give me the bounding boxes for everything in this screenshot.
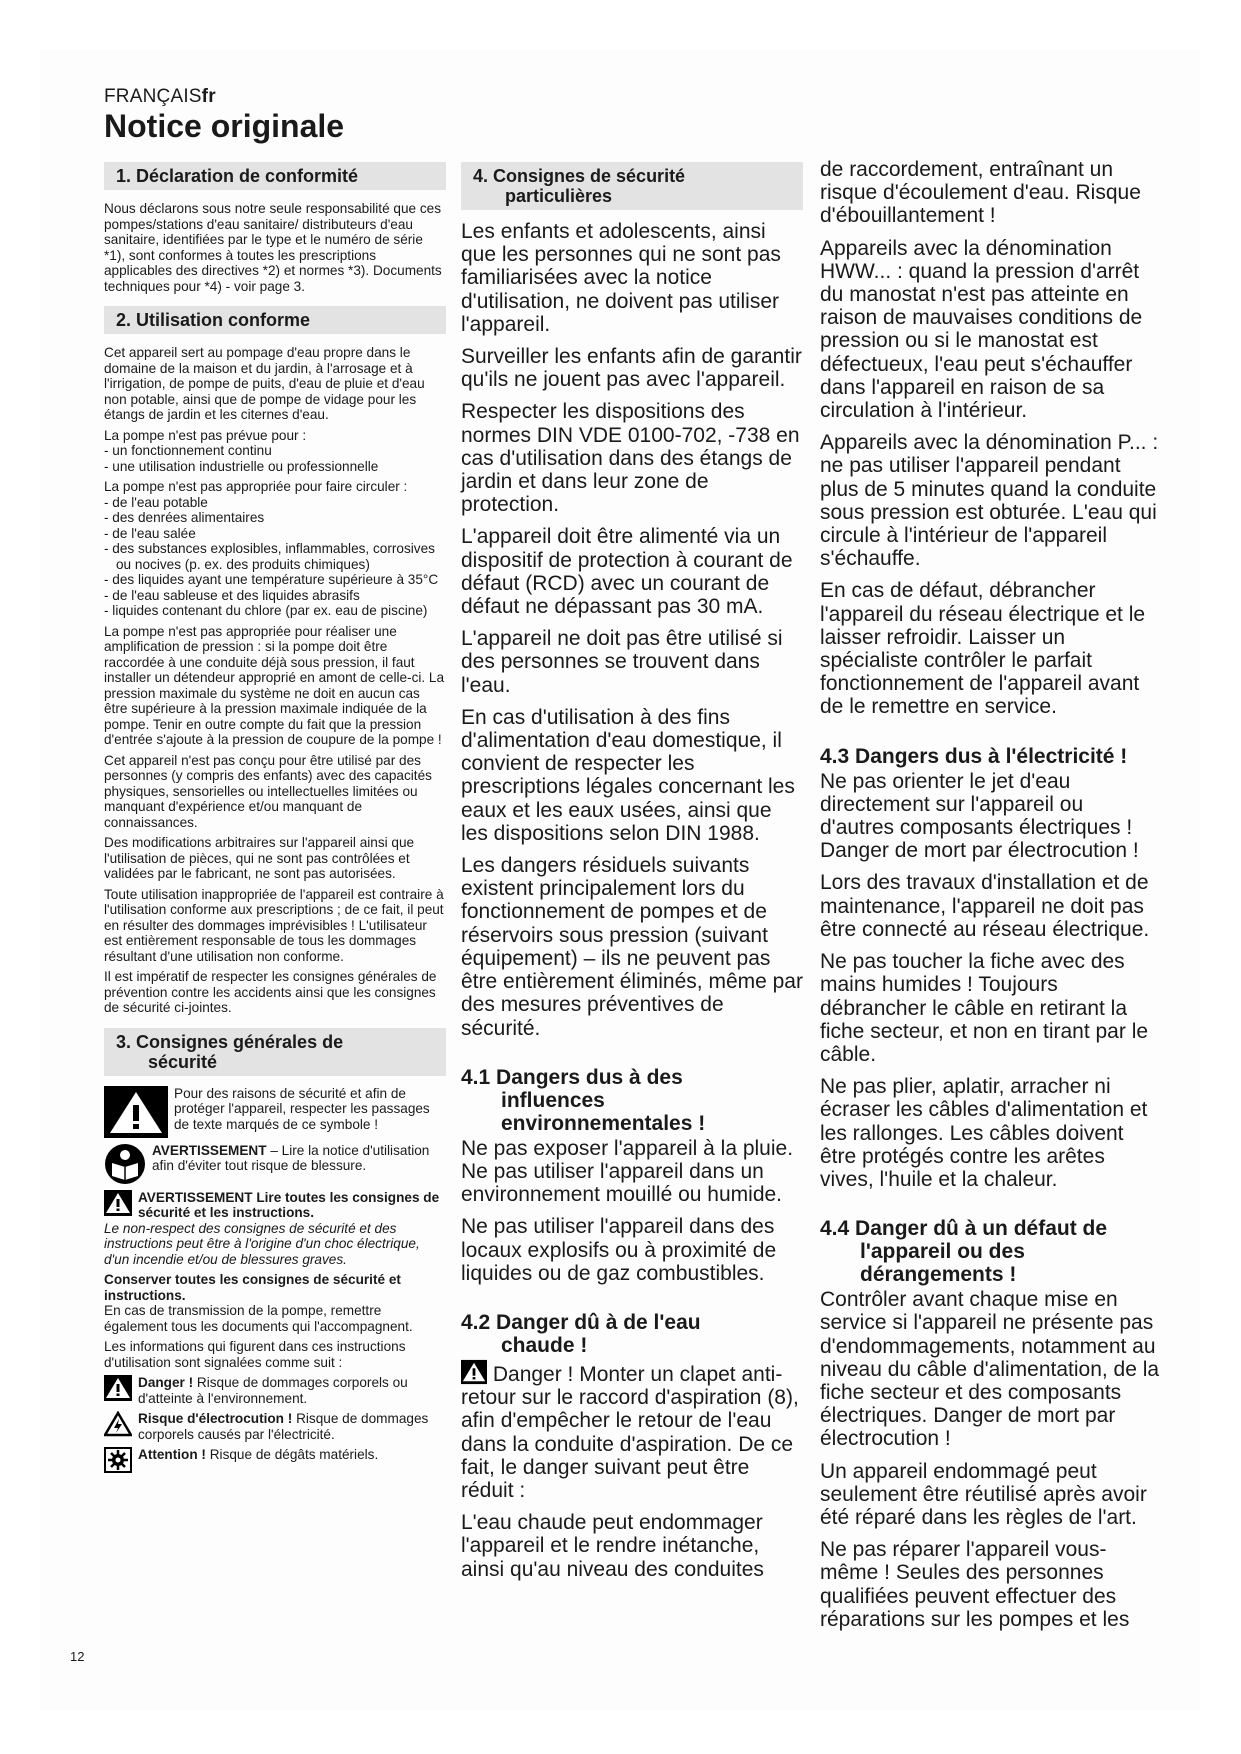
attention-gear-icon bbox=[104, 1447, 132, 1473]
danger-triangle-icon bbox=[104, 1375, 132, 1401]
section-2-paragraph: Cet appareil sert au pompage d'eau propre dans le domaine de la maison et du jardin, à l'arrosage et à l'irrigation, de pompe de puits, d'eau de pluie et d'eau non potable, ainsi que de pompe de vidage pour les étangs de jardin et les citernes d'eau. bbox=[104, 345, 425, 422]
safety-paragraph: Lors des travaux d'installation et de maintenance, l'appareil ne doit pas être connecté au réseau électrique. bbox=[820, 871, 1150, 941]
section-2-heading: 2. Utilisation conforme bbox=[104, 306, 446, 334]
keep-instructions: Conserver toutes les consignes de sécurité et instructions. En cas de transmission de la pompe, remettre également tous les documents qui l'accompagnent. bbox=[104, 1272, 413, 1334]
safety-paragraph: Ne pas orienter le jet d'eau directement sur l'appareil ou d'autres composants électriques ! Danger de mort par électrocution ! bbox=[820, 769, 1139, 863]
read-manual-note: AVERTISSEMENT – Lire la notice d'utilisation afin d'éviter tout risque de blessure. bbox=[104, 1143, 446, 1185]
section-2-not-intended bbox=[104, 428, 446, 475]
section-1-heading: 1. Déclaration de conformité bbox=[104, 162, 446, 190]
electrocution-legend: Risque d'électrocution ! Risque de dommages corporels causés par l'électricité. bbox=[104, 1411, 446, 1442]
list-item: - liquides contenant du chlore (par ex. eau de piscine) bbox=[104, 603, 428, 618]
safety-paragraph: Respecter les dispositions des normes DIN VDE 0100-702, -738 en cas d'utilisation dans des étangs de jardin et dans leur zone de protection. bbox=[461, 400, 800, 517]
list-item: - de l'eau sableuse et des liquides abrasifs bbox=[104, 587, 360, 603]
section-2-paragraph: Cet appareil n'est pas conçu pour être utilisé par des personnes (y compris des enfants) avec des capacités physiques, sensorielles ou intellectuelles limitées ou manquant d'expérience et/ou manquant de connaissances. bbox=[104, 752, 432, 830]
safety-paragraph: Un appareil endommagé peut seulement être réutilisé après avoir été réparé dans les règles de l'art. bbox=[820, 1459, 1147, 1529]
page-number: 12 bbox=[70, 1649, 85, 1664]
danger-legend: Danger ! Risque de dommages corporels ou d'atteinte à l'environnement. bbox=[104, 1375, 446, 1406]
list-item: - des liquides ayant une température supérieure à 35°C bbox=[104, 572, 439, 587]
section-2-paragraph: Il est impératif de respecter les consignes générales de prévention contre les accidents ainsi que les consignes de sécurité ci-jointes. bbox=[104, 969, 437, 1015]
section-4-heading: 4. Consignes de sécurité particulières bbox=[461, 162, 803, 210]
language-code: fr bbox=[201, 86, 216, 107]
safety-paragraph: En cas d'utilisation à des fins d'alimentation d'eau domestique, il convient de respecter les prescriptions légales concernant les eaux et les eaux usées, ainsi que les dispositions selon DIN 1988. bbox=[461, 705, 795, 845]
safety-paragraph: Contrôler avant chaque mise en service si l'appareil ne présente pas d'endommagements, notamment au niveau du câble d'alimentation, de la fiche secteur et des composants électriques. Danger de mort par électrocution ! bbox=[820, 1288, 1160, 1451]
safety-paragraph: L'appareil ne doit pas être utilisé si des personnes se trouvent dans l'eau. bbox=[461, 627, 783, 697]
safety-paragraph: Les enfants et adolescents, ainsi que les personnes qui ne sont pas familiarisées avec la notice d'utilisation, ne doivent pas utiliser l'appareil. bbox=[461, 220, 781, 336]
section-2-paragraph: Des modifications arbitraires sur l'appareil ainsi que l'utilisation de pièces, qui ne sont pas contrôlées et validées par le fabricant, ne sont pas autorisées. bbox=[104, 835, 415, 881]
safety-paragraph: Ne pas plier, aplatir, arracher ni écraser les câbles d'alimentation et les rallonges. Les câbles doivent être protégés contre les arêtes vives, l'huile et la chaleur. bbox=[820, 1075, 1148, 1191]
list-item: - de l'eau salée bbox=[104, 525, 196, 541]
heading-4-3: 4.3 Dangers dus à l'électricité ! bbox=[820, 744, 1128, 768]
heading-4-4: 4.4 Danger dû à un défaut de l'appareil ou des dérangements ! bbox=[820, 1217, 1108, 1287]
attention-legend: Attention ! Risque de dégâts matériels. bbox=[104, 1447, 446, 1473]
safety-paragraph: Ne pas exposer l'appareil à la pluie. Ne pas utiliser l'appareil dans un environnement mouillé ou humide. bbox=[461, 1136, 794, 1207]
warning-triangle-icon bbox=[104, 1190, 132, 1216]
section-1-text: Nous déclarons sous notre seule responsabilité que ces pompes/stations d'eau sanitaire/ distributeurs d'eau sanitaire, identifiées par le type et le numéro de série *1), sont conformes à toutes les prescriptions applicables des directives *2) et normes *3). Documents techniques pour *4) - voir page 3. bbox=[104, 201, 442, 294]
safety-paragraph: L'appareil doit être alimenté via un dispositif de protection à courant de défaut (RCD) avec un courant de défaut ne dépassant pas 30 mA. bbox=[461, 525, 793, 619]
list-intro: La pompe n'est pas prévue pour : bbox=[104, 427, 307, 443]
danger-triangle-icon bbox=[461, 1359, 487, 1385]
heading-4-1: 4.1 Dangers dus à des influences environnementales ! bbox=[461, 1065, 706, 1135]
safety-paragraph: Ne pas utiliser l'appareil dans des locaux explosifs ou à proximité de liquides ou de gaz combustibles. bbox=[461, 1215, 777, 1285]
warning-triangle-icon bbox=[104, 1086, 168, 1138]
section-3-heading: 3. Consignes générales de sécurité bbox=[104, 1028, 446, 1076]
symbol-info: Les informations qui figurent dans ces instructions d'utilisation sont signalées comme suit : bbox=[104, 1339, 406, 1370]
safety-paragraph: L'eau chaude peut endommager l'appareil et le rendre inétanche, ainsi qu'au niveau des conduites bbox=[461, 1511, 764, 1581]
section-2-not-suitable bbox=[104, 479, 446, 619]
safety-paragraph: Ne pas toucher la fiche avec des mains humides ! Toujours débrancher le câble en retirant la fiche secteur, et non en tirant par le câble. bbox=[820, 950, 1149, 1066]
column-3 bbox=[820, 158, 1162, 1640]
safety-paragraph: Les dangers résiduels suivants existent principalement lors du fonctionnement de pompes et de réservoirs sous pression (suivant équipement) – ils ne peuvent pas être entièrement éliminés, même par des mesures préventives de sécurité. bbox=[461, 854, 803, 1040]
danger-paragraph: Danger ! Monter un clapet anti-retour sur le raccord d'aspiration (8), afin d'empêcher le retour de l'eau dans la conduite d'aspiration. De ce fait, le danger suivant peut être réduit : bbox=[461, 1359, 803, 1502]
safety-paragraph: Ne pas réparer l'appareil vous-même ! Seules des personnes qualifiées peuvent effectuer des réparations sur les pompes et les bbox=[820, 1538, 1130, 1631]
list-item: - des denrées alimentaires bbox=[104, 510, 265, 525]
column-1 bbox=[104, 162, 446, 1478]
list-intro: La pompe n'est pas appropriée pour faire circuler : bbox=[104, 479, 408, 494]
language-label: FRANÇAISfr bbox=[104, 86, 216, 107]
read-manual-icon bbox=[104, 1143, 146, 1185]
list-item: - de l'eau potable bbox=[104, 494, 208, 510]
section-2-paragraph: La pompe n'est pas appropriée pour réaliser une amplification de pression : si la pompe doit être raccordée à une conduite déjà sous pression, il faut installer un détendeur approprié en amont de celle-ci. La pression maximale du système ne doit en aucun cas être supérieure à la pression maximale indiquée de la pompe. Tenir en outre compte du fait que la pression d'entrée s'ajoute à la pression de coupure de la pompe ! bbox=[104, 623, 445, 747]
warning-symbol-note: Pour des raisons de sécurité et afin de protéger l'appareil, respecter les passages de texte marqués de ce symbole ! bbox=[104, 1086, 446, 1138]
list-item: - un fonctionnement continu bbox=[104, 443, 272, 458]
list-item: - une utilisation industrielle ou professionnelle bbox=[104, 458, 379, 474]
safety-paragraph: Surveiller les enfants afin de garantir qu'ils ne jouent pas avec l'appareil. bbox=[461, 345, 802, 392]
safety-paragraph: Appareils avec la dénomination HWW... : quand la pression d'arrêt du manostat n'est pas atteinte en raison de mauvaises conditions de pression ou si le manostat est défectueux, l'eau peut s'échauffer dans l'appareil en raison de sa circulation à l'intérieur. bbox=[820, 236, 1143, 423]
general-warning-block: AVERTISSEMENT Lire toutes les consignes de sécurité et les instructions. Le non-respect des consignes de sécurité et des instructions peut être à l'origine d'un choc électrique, d'un incendie et/ou de blessures graves. bbox=[104, 1189, 440, 1267]
column-2 bbox=[461, 162, 803, 1590]
page-title: Notice originale bbox=[104, 108, 345, 144]
safety-paragraph: En cas de défaut, débrancher l'appareil du réseau électrique et le laisser refroidir. Laisser un spécialiste contrôler le parfait fonctionnement de l'appareil avant de le remettre en service. bbox=[820, 579, 1146, 719]
heading-4-2: 4.2 Danger dû à de l'eau chaude ! bbox=[461, 1310, 701, 1357]
safety-paragraph: de raccordement, entraînant un risque d'écoulement d'eau. Risque d'ébouillantement ! bbox=[820, 158, 1141, 228]
list-item: - des substances explosibles, inflammables, corrosives ou nocives (p. ex. des produits chimiques) bbox=[104, 541, 435, 572]
section-2-paragraph: Toute utilisation inappropriée de l'appareil est contraire à l'utilisation conforme aux prescriptions ; de ce fait, il peut en résulter des dommages imprévisibles ! L'utilisateur est entièrement responsable de tous les dommages résultant d'une utilisation non conforme. bbox=[104, 886, 444, 964]
safety-paragraph: Appareils avec la dénomination P... : ne pas utiliser l'appareil pendant plus de 5 minutes quand la conduite sous pression est obturée. L'eau qui circule à l'intérieur de l'appareil s'échauffe. bbox=[820, 431, 1159, 571]
lightning-triangle-icon bbox=[104, 1411, 132, 1437]
